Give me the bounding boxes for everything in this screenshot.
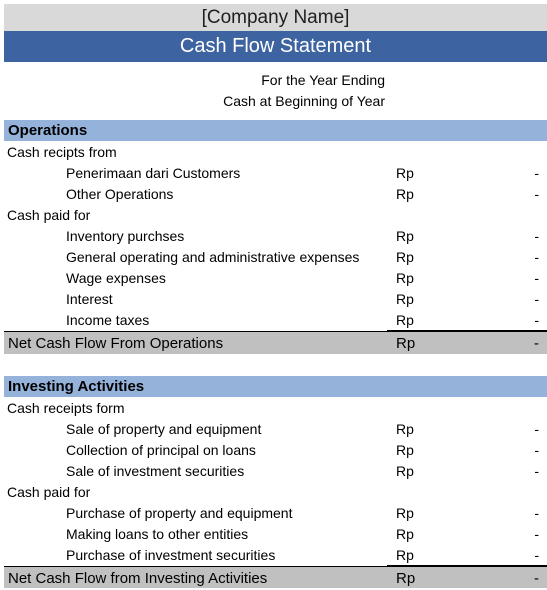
line-item-label: General operating and administrative expenses <box>66 249 360 265</box>
table-row <box>4 461 547 482</box>
table-row <box>4 503 547 524</box>
operations-paid-label-row <box>4 205 547 226</box>
year-ending-label: For the Year Ending <box>261 72 385 88</box>
statement-title: Cash Flow Statement <box>4 31 547 62</box>
line-item-value: - <box>534 270 539 286</box>
table-row <box>4 440 547 461</box>
investing-total-value: - <box>534 570 539 587</box>
line-item-label: Sale of property and equipment <box>66 421 262 437</box>
operations-heading: Operations <box>4 119 547 141</box>
table-row <box>4 226 547 247</box>
currency-label: Rp <box>396 442 414 458</box>
line-item-label: Interest <box>66 291 113 307</box>
line-item-value: - <box>534 421 539 437</box>
beginning-cash-label: Cash at Beginning of Year <box>223 93 385 109</box>
currency-label: Rp <box>396 186 414 202</box>
line-item-label: Making loans to other entities <box>66 526 249 542</box>
currency-label: Rp <box>396 228 414 244</box>
operations-total-row <box>4 331 547 354</box>
line-item-value: - <box>534 547 539 563</box>
line-item-value: - <box>534 291 539 307</box>
investing-total-label: Net Cash Flow from Investing Activities <box>8 570 268 587</box>
line-item-label: Inventory purchses <box>66 228 185 244</box>
line-item-value: - <box>534 186 539 202</box>
operations-receipts-label-row <box>4 142 547 163</box>
line-item-value: - <box>534 228 539 244</box>
investing-receipts-label-row <box>4 398 547 419</box>
line-item-label: Wage expenses <box>66 270 166 286</box>
operations-receipts-label: Cash recipts from <box>7 144 117 160</box>
company-name: [Company Name] <box>4 4 547 31</box>
currency-label: Rp <box>396 291 414 307</box>
table-row <box>4 289 547 310</box>
line-item-label: Collection of principal on loans <box>66 442 256 458</box>
line-item-value: - <box>534 442 539 458</box>
table-row <box>4 524 547 545</box>
table-row <box>4 184 547 205</box>
investing-total-row <box>4 566 547 588</box>
line-item-value: - <box>534 463 539 479</box>
currency-label: Rp <box>396 570 416 587</box>
investing-paid-label-row <box>4 482 547 503</box>
line-item-label: Other Operations <box>66 186 174 202</box>
line-item-value: - <box>534 165 539 181</box>
line-item-label: Penerimaan dari Customers <box>66 165 241 181</box>
line-item-value: - <box>534 312 539 328</box>
currency-label: Rp <box>396 463 414 479</box>
table-row <box>4 163 547 184</box>
operations-paid-label: Cash paid for <box>7 207 91 223</box>
line-item-label: Sale of investment securities <box>66 463 245 479</box>
line-item-label: Purchase of investment securities <box>66 547 276 563</box>
table-row <box>4 419 547 440</box>
investing-paid-label: Cash paid for <box>7 484 91 500</box>
line-item-value: - <box>534 505 539 521</box>
currency-label: Rp <box>396 270 414 286</box>
investing-receipts-label: Cash receipts form <box>7 400 125 416</box>
currency-label: Rp <box>396 249 414 265</box>
currency-label: Rp <box>396 421 414 437</box>
investing-heading: Investing Activities <box>4 375 547 397</box>
line-item-label: Income taxes <box>66 312 150 328</box>
line-item-value: - <box>534 526 539 542</box>
currency-label: Rp <box>396 526 414 542</box>
operations-total-value: - <box>534 335 539 352</box>
line-item-label: Purchase of property and equipment <box>66 505 293 521</box>
table-row <box>4 545 547 566</box>
currency-label: Rp <box>396 312 414 328</box>
table-row <box>4 310 547 331</box>
line-item-value: - <box>534 249 539 265</box>
currency-label: Rp <box>396 165 414 181</box>
currency-label: Rp <box>396 335 416 352</box>
currency-label: Rp <box>396 547 414 563</box>
table-row <box>4 268 547 289</box>
table-row <box>4 247 547 268</box>
currency-label: Rp <box>396 505 414 521</box>
operations-total-label: Net Cash Flow From Operations <box>8 335 224 352</box>
